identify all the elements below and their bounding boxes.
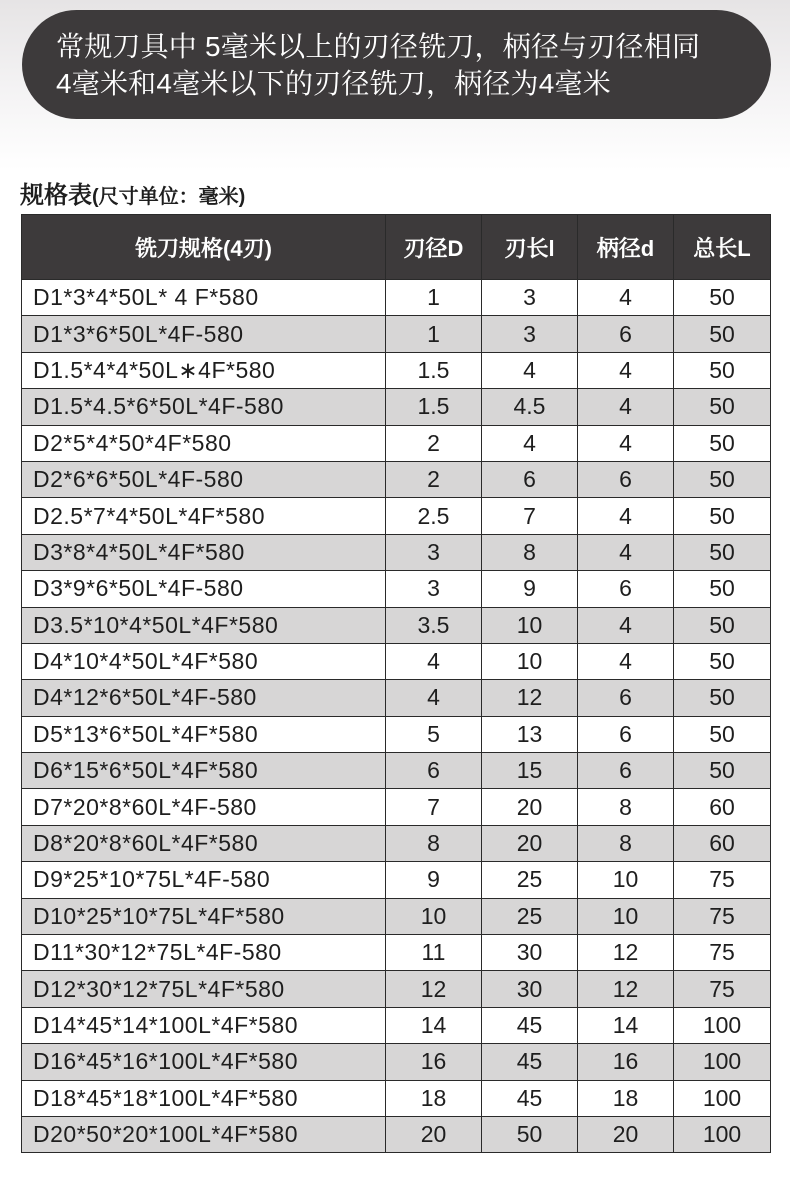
table-row bbox=[22, 571, 771, 607]
cell-blade-length: 45 bbox=[482, 1044, 578, 1080]
cell-blade-diameter: 7 bbox=[386, 789, 482, 825]
spec-table bbox=[21, 214, 771, 1153]
cell-total-length: 50 bbox=[674, 316, 771, 352]
cell-shank-diameter: 6 bbox=[578, 680, 674, 716]
table-row bbox=[22, 280, 771, 316]
cell-blade-diameter: 3 bbox=[386, 534, 482, 570]
cell-blade-length: 4 bbox=[482, 352, 578, 388]
cell-spec: D20*50*20*100L*4F*580 bbox=[22, 1116, 386, 1152]
cell-spec: D3*9*6*50L*4F-580 bbox=[22, 571, 386, 607]
table-row bbox=[22, 971, 771, 1007]
spec-title-text: 规格表 bbox=[20, 182, 92, 209]
table-row bbox=[22, 680, 771, 716]
table-row bbox=[22, 1007, 771, 1043]
cell-blade-length: 6 bbox=[482, 461, 578, 497]
table-row bbox=[22, 643, 771, 679]
table-row bbox=[22, 862, 771, 898]
table-row bbox=[22, 935, 771, 971]
cell-total-length: 50 bbox=[674, 571, 771, 607]
cell-blade-length: 3 bbox=[482, 316, 578, 352]
cell-shank-diameter: 6 bbox=[578, 716, 674, 752]
cell-spec: D4*12*6*50L*4F-580 bbox=[22, 680, 386, 716]
cell-blade-length: 30 bbox=[482, 971, 578, 1007]
cell-blade-diameter: 16 bbox=[386, 1044, 482, 1080]
cell-shank-diameter: 16 bbox=[578, 1044, 674, 1080]
cell-blade-length: 12 bbox=[482, 680, 578, 716]
cell-spec: D16*45*16*100L*4F*580 bbox=[22, 1044, 386, 1080]
table-header-row bbox=[22, 215, 771, 280]
cell-total-length: 100 bbox=[674, 1007, 771, 1043]
cell-blade-diameter: 1 bbox=[386, 280, 482, 316]
cell-blade-diameter: 14 bbox=[386, 1007, 482, 1043]
table-row bbox=[22, 425, 771, 461]
cell-spec: D9*25*10*75L*4F-580 bbox=[22, 862, 386, 898]
cell-total-length: 50 bbox=[674, 461, 771, 497]
banner-line-2: 4毫米和4毫米以下的刃径铣刀，柄径为4毫米 bbox=[56, 68, 611, 99]
cell-spec: D1.5*4.5*6*50L*4F-580 bbox=[22, 389, 386, 425]
cell-blade-length: 4.5 bbox=[482, 389, 578, 425]
table-row bbox=[22, 461, 771, 497]
cell-blade-diameter: 9 bbox=[386, 862, 482, 898]
cell-blade-length: 8 bbox=[482, 534, 578, 570]
cell-shank-diameter: 18 bbox=[578, 1080, 674, 1116]
cell-spec: D3*8*4*50L*4F*580 bbox=[22, 534, 386, 570]
cell-spec: D1.5*4*4*50L∗4F*580 bbox=[22, 352, 386, 388]
cell-total-length: 75 bbox=[674, 862, 771, 898]
cell-blade-length: 7 bbox=[482, 498, 578, 534]
cell-shank-diameter: 4 bbox=[578, 534, 674, 570]
cell-shank-diameter: 4 bbox=[578, 389, 674, 425]
cell-blade-diameter: 3.5 bbox=[386, 607, 482, 643]
cell-total-length: 50 bbox=[674, 716, 771, 752]
table-row bbox=[22, 498, 771, 534]
cell-shank-diameter: 20 bbox=[578, 1116, 674, 1152]
cell-blade-diameter: 11 bbox=[386, 935, 482, 971]
banner-line-1: 常规刀具中 5毫米以上的刃径铣刀，柄径与刃径相同 bbox=[56, 31, 701, 62]
table-row bbox=[22, 607, 771, 643]
cell-spec: D3.5*10*4*50L*4F*580 bbox=[22, 607, 386, 643]
cell-blade-diameter: 18 bbox=[386, 1080, 482, 1116]
header-blade-diameter: 刃径D bbox=[386, 215, 482, 280]
cell-blade-length: 4 bbox=[482, 425, 578, 461]
cell-total-length: 75 bbox=[674, 935, 771, 971]
table-row bbox=[22, 534, 771, 570]
table-row bbox=[22, 789, 771, 825]
cell-shank-diameter: 4 bbox=[578, 425, 674, 461]
cell-blade-length: 20 bbox=[482, 825, 578, 861]
table-row bbox=[22, 753, 771, 789]
cell-total-length: 75 bbox=[674, 971, 771, 1007]
cell-spec: D12*30*12*75L*4F*580 bbox=[22, 971, 386, 1007]
cell-total-length: 100 bbox=[674, 1044, 771, 1080]
cell-spec: D4*10*4*50L*4F*580 bbox=[22, 643, 386, 679]
cell-shank-diameter: 6 bbox=[578, 316, 674, 352]
cell-total-length: 100 bbox=[674, 1080, 771, 1116]
cell-spec: D7*20*8*60L*4F-580 bbox=[22, 789, 386, 825]
cell-total-length: 50 bbox=[674, 643, 771, 679]
cell-spec: D2*5*4*50*4F*580 bbox=[22, 425, 386, 461]
cell-spec: D8*20*8*60L*4F*580 bbox=[22, 825, 386, 861]
cell-shank-diameter: 6 bbox=[578, 571, 674, 607]
header-blade-length: 刃长l bbox=[482, 215, 578, 280]
cell-blade-diameter: 3 bbox=[386, 571, 482, 607]
table-row bbox=[22, 898, 771, 934]
cell-blade-length: 15 bbox=[482, 753, 578, 789]
cell-blade-length: 3 bbox=[482, 280, 578, 316]
cell-shank-diameter: 4 bbox=[578, 643, 674, 679]
cell-shank-diameter: 8 bbox=[578, 789, 674, 825]
cell-total-length: 50 bbox=[674, 352, 771, 388]
header-cutter-spec: 铣刀规格(4刃) bbox=[22, 215, 386, 280]
cell-shank-diameter: 10 bbox=[578, 862, 674, 898]
cell-spec: D2.5*7*4*50L*4F*580 bbox=[22, 498, 386, 534]
cell-total-length: 50 bbox=[674, 534, 771, 570]
cell-total-length: 60 bbox=[674, 789, 771, 825]
table-row bbox=[22, 389, 771, 425]
cell-spec: D11*30*12*75L*4F-580 bbox=[22, 935, 386, 971]
cell-spec: D10*25*10*75L*4F*580 bbox=[22, 898, 386, 934]
cell-blade-length: 45 bbox=[482, 1080, 578, 1116]
spec-table-title bbox=[20, 180, 245, 212]
cell-blade-diameter: 4 bbox=[386, 643, 482, 679]
table-row bbox=[22, 316, 771, 352]
cell-spec: D1*3*4*50L* 4 F*580 bbox=[22, 280, 386, 316]
table-row bbox=[22, 1116, 771, 1152]
cell-shank-diameter: 12 bbox=[578, 935, 674, 971]
cell-total-length: 50 bbox=[674, 280, 771, 316]
table-row bbox=[22, 1080, 771, 1116]
header-total-length: 总长L bbox=[674, 215, 771, 280]
cell-blade-diameter: 6 bbox=[386, 753, 482, 789]
cell-blade-diameter: 5 bbox=[386, 716, 482, 752]
cell-blade-length: 20 bbox=[482, 789, 578, 825]
cell-shank-diameter: 12 bbox=[578, 971, 674, 1007]
cell-blade-diameter: 2 bbox=[386, 425, 482, 461]
cell-shank-diameter: 4 bbox=[578, 280, 674, 316]
cell-spec: D14*45*14*100L*4F*580 bbox=[22, 1007, 386, 1043]
cell-spec: D1*3*6*50L*4F-580 bbox=[22, 316, 386, 352]
cell-shank-diameter: 4 bbox=[578, 498, 674, 534]
table-row bbox=[22, 716, 771, 752]
cell-spec: D6*15*6*50L*4F*580 bbox=[22, 753, 386, 789]
cell-total-length: 60 bbox=[674, 825, 771, 861]
cell-blade-diameter: 1.5 bbox=[386, 389, 482, 425]
cell-total-length: 50 bbox=[674, 753, 771, 789]
cell-blade-length: 10 bbox=[482, 607, 578, 643]
cell-blade-length: 45 bbox=[482, 1007, 578, 1043]
cell-spec: D5*13*6*50L*4F*580 bbox=[22, 716, 386, 752]
cell-blade-diameter: 1 bbox=[386, 316, 482, 352]
spec-unit-note: (尺寸单位：毫米) bbox=[92, 186, 246, 208]
cell-total-length: 50 bbox=[674, 425, 771, 461]
header-shank-diameter: 柄径d bbox=[578, 215, 674, 280]
cell-total-length: 50 bbox=[674, 389, 771, 425]
cell-shank-diameter: 14 bbox=[578, 1007, 674, 1043]
cell-blade-diameter: 8 bbox=[386, 825, 482, 861]
cell-blade-length: 30 bbox=[482, 935, 578, 971]
table-body bbox=[22, 280, 771, 1153]
cell-spec: D2*6*6*50L*4F-580 bbox=[22, 461, 386, 497]
cell-blade-length: 50 bbox=[482, 1116, 578, 1152]
cell-blade-diameter: 2.5 bbox=[386, 498, 482, 534]
cell-total-length: 100 bbox=[674, 1116, 771, 1152]
cell-blade-diameter: 10 bbox=[386, 898, 482, 934]
cell-blade-diameter: 2 bbox=[386, 461, 482, 497]
cell-blade-length: 25 bbox=[482, 898, 578, 934]
cell-shank-diameter: 6 bbox=[578, 753, 674, 789]
cell-blade-diameter: 12 bbox=[386, 971, 482, 1007]
cell-total-length: 50 bbox=[674, 498, 771, 534]
cell-shank-diameter: 4 bbox=[578, 607, 674, 643]
cell-blade-diameter: 1.5 bbox=[386, 352, 482, 388]
info-banner bbox=[22, 10, 771, 119]
cell-blade-diameter: 20 bbox=[386, 1116, 482, 1152]
cell-shank-diameter: 10 bbox=[578, 898, 674, 934]
cell-total-length: 75 bbox=[674, 898, 771, 934]
cell-spec: D18*45*18*100L*4F*580 bbox=[22, 1080, 386, 1116]
cell-blade-length: 10 bbox=[482, 643, 578, 679]
cell-blade-diameter: 4 bbox=[386, 680, 482, 716]
cell-shank-diameter: 4 bbox=[578, 352, 674, 388]
cell-shank-diameter: 8 bbox=[578, 825, 674, 861]
cell-blade-length: 25 bbox=[482, 862, 578, 898]
cell-total-length: 50 bbox=[674, 607, 771, 643]
cell-blade-length: 13 bbox=[482, 716, 578, 752]
table-row bbox=[22, 1044, 771, 1080]
table-row bbox=[22, 825, 771, 861]
cell-blade-length: 9 bbox=[482, 571, 578, 607]
table-row bbox=[22, 352, 771, 388]
cell-total-length: 50 bbox=[674, 680, 771, 716]
cell-shank-diameter: 6 bbox=[578, 461, 674, 497]
